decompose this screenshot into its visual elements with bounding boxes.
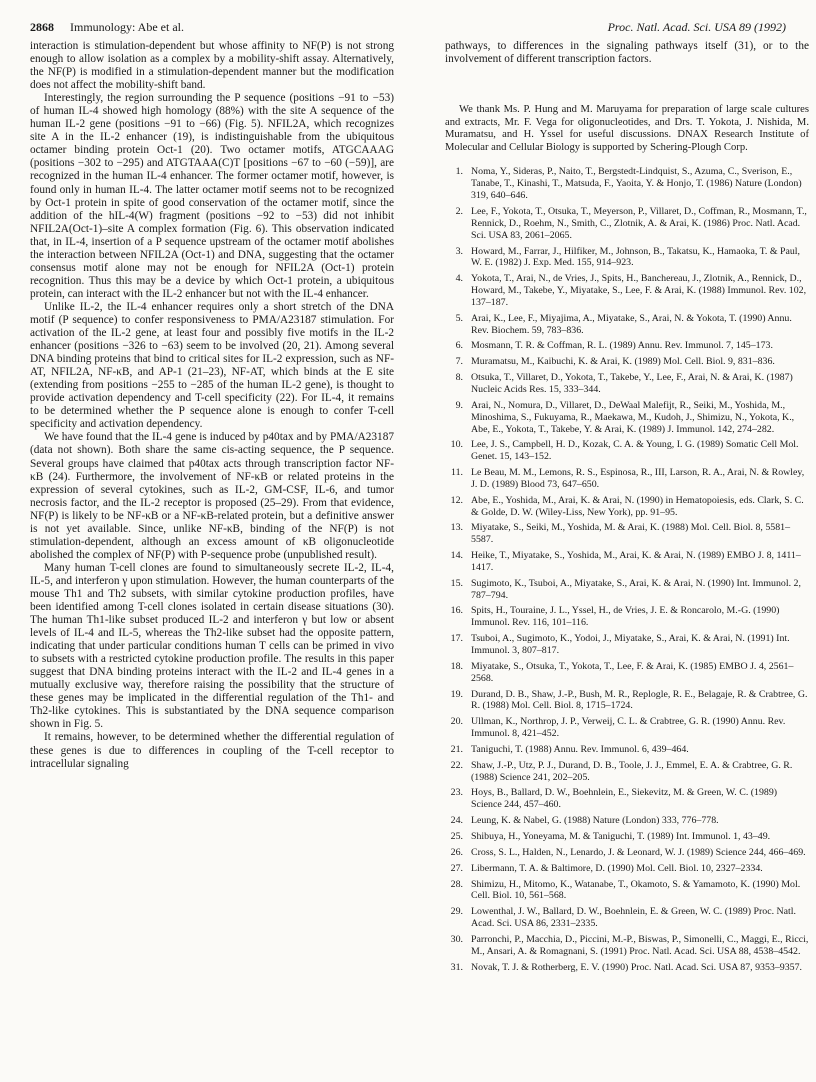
reference-number: 17. — [450, 633, 463, 645]
reference-text: Heike, T., Miyatake, S., Yoshida, M., Arai, K. & Arai, N. (1989) EMBO J. 8, 1411–1417. — [471, 550, 801, 573]
reference-number: 24. — [450, 815, 463, 827]
reference-number: 23. — [450, 787, 463, 799]
reference-item — [445, 372, 809, 396]
reference-text: Otsuka, T., Villaret, D., Yokota, T., Takebe, Y., Lee, F., Arai, N. & Arai, K. (1987) Nucleic Acids Res. 15, 333–344. — [471, 372, 793, 395]
reference-item — [445, 879, 809, 903]
reference-item — [445, 166, 809, 202]
reference-number: 7. — [455, 356, 463, 368]
reference-text: Miyatake, S., Otsuka, T., Yokota, T., Lee, F. & Arai, K. (1985) EMBO J. 4, 2561–2568. — [471, 660, 794, 684]
reference-item — [445, 522, 809, 546]
reference-text: Libermann, T. A. & Baltimore, D. (1990) Mol. Cell. Biol. 10, 2327–2334. — [471, 862, 763, 874]
reference-item — [445, 847, 809, 859]
reference-number: 26. — [450, 846, 463, 858]
reference-text: Lowenthal, J. W., Ballard, D. W., Boehnlein, E. & Green, W. C. (1989) Proc. Natl. Acad. Sci. USA 86, 2331–2335. — [471, 906, 797, 930]
body-paragraph: We have found that the IL-4 gene is induced by p40tax and by PMA/A23187 (data not shown). Both share the same cis-acting sequence, the P sequence. Several groups have claimed that p40tax acts through transcription factor NF-κB (24). Furthermore, the involvement of NF-κB or related proteins in the expression of several cytokines, such as IL-2, GM-CSF, IL-6, and tumor necrosis factor, and the IL-2 receptor is proposed (25–29). From that evidence, NF(P) is likely to be NF-κB or a NF-κB-related protein, but a definitive answer is not yet available. Since, unlike NF-κB, binding of the NF(P) is not stimulation-dependent, although an excess amount of κB oligonucleotide abolished the complex of NF(P) with P-sequence probe (unpublished result). — [30, 431, 394, 561]
reference-text: Yokota, T., Arai, N., de Vries, J., Spits, H., Banchereau, J., Zlotnik, A., Rennick, D., Howard, M., Takebe, Y., Miyatake, S., Lee, F. & Arai, K. (1988) Immunol. Rev. 102, 137–187. — [471, 273, 807, 308]
reference-list — [445, 166, 809, 973]
reference-item — [445, 863, 809, 875]
reference-number: 6. — [455, 340, 463, 352]
reference-text: Noma, Y., Sideras, P., Naito, T., Bergstedt-Lindquist, S., Azuma, C., Sverison, E., Tanabe, T., Kinashi, T., Matsuda, F., Yaoita, Y. & Honjo, T. (1986) Nature (London) 319, 640–646. — [471, 166, 802, 202]
reference-item — [445, 550, 809, 574]
reference-number: 5. — [455, 312, 463, 324]
reference-item — [445, 439, 809, 463]
reference-text: Cross, S. L., Halden, N., Lenardo, J. & Leonard, W. J. (1989) Science 244, 466–469. — [471, 846, 806, 858]
reference-text: Parronchi, P., Macchia, D., Piccini, M.-P., Biswas, P., Simonelli, C., Maggi, E., Ricci, M., Ansari, A. & Romagnani, S. (1991) Proc. Natl. Acad. Sci. USA 88, 4538–4542. — [471, 933, 809, 957]
reference-text: Shimizu, H., Mitomo, K., Watanabe, T., Okamoto, S. & Yamamoto, K. (1990) Mol. Cell. Biol. 10, 561–568. — [471, 878, 801, 902]
reference-item — [445, 689, 809, 713]
reference-number: 28. — [450, 878, 463, 890]
reference-number: 15. — [450, 577, 463, 589]
reference-item — [445, 273, 809, 309]
reference-text: Mosmann, T. R. & Coffman, R. L. (1989) Annu. Rev. Immunol. 7, 145–173. — [471, 340, 773, 352]
reference-item — [445, 313, 809, 337]
reference-number: 30. — [450, 933, 463, 945]
reference-text: Miyatake, S., Seiki, M., Yoshida, M. & Arai, K. (1988) Mol. Cell. Biol. 8, 5581–5587. — [471, 522, 791, 546]
reference-number: 21. — [450, 743, 463, 755]
reference-item — [445, 716, 809, 740]
reference-number: 16. — [450, 605, 463, 617]
reference-number: 11. — [451, 467, 463, 479]
reference-text: Shaw, J.-P., Utz, P. J., Durand, D. B., Toole, J. J., Emmel, E. A. & Crabtree, G. R. (1988) Science 241, 202–205. — [471, 759, 793, 783]
reference-text: Taniguchi, T. (1988) Annu. Rev. Immunol. 6, 439–464. — [471, 743, 689, 755]
reference-number: 18. — [450, 660, 463, 672]
reference-item — [445, 760, 809, 784]
reference-number: 27. — [450, 862, 463, 874]
reference-number: 8. — [455, 372, 463, 384]
reference-item — [445, 605, 809, 629]
section-title: Immunology: Abe et al. — [70, 20, 184, 34]
reference-text: Abe, E., Yoshida, M., Arai, K. & Arai, N. (1990) in Hematopoiesis, eds. Clark, S. C. & Golde, D. W. (Wiley-Liss, New York), pp. 91–95. — [471, 494, 804, 518]
reference-item — [445, 578, 809, 602]
reference-text: Lee, J. S., Campbell, H. D., Kozak, C. A. & Young, I. G. (1989) Somatic Cell Mol. Genet. 15, 143–152. — [471, 439, 799, 463]
body-paragraph: Many human T-cell clones are found to simultaneously secrete IL-2, IL-4, IL-5, and interferon γ upon stimulation. However, the human counterparts of the mouse Th1 and Th2 subsets, with similar cytokine production profiles, have been identified among T-cell clones isolated in certain disease situations (30). The human Th1-like subset produced IL-2 and interferon γ but low or absent levels of IL-4 and IL-5, whereas the Th2-like subset had the opposite pattern, indicating that under particular conditions human T cells can be primed in vivo to subsets with a restricted cytokine production profile. The results in this paper suggest that DNA binding proteins interact with the IL-2 and IL-4 genes in a mutually exclusive way, therefore raising the possibility that the structure of these genes may be implicated in the differential regulation of the Th1- and Th2-like cytokines. This is substantiated by the DNA sequence comparison shown in Fig. 5. — [30, 561, 394, 731]
reference-item — [445, 495, 809, 519]
reference-number: 4. — [455, 273, 463, 285]
body-paragraph-continued: pathways, to differences in the signaling pathways itself (31), or to the involvement of different transcription factors. — [445, 40, 809, 66]
reference-item — [445, 831, 809, 843]
acknowledgment: We thank Ms. P. Hung and M. Maruyama for preparation of large scale cultures and extracts, Mr. F. Vega for oligonucleotides, and Drs. T. Yokota, J. Nishida, M. Muramatsu, and H. Yssel for useful discussions. DNAX Research Institute of Molecular and Cellular Biology is supported by Schering-Plough Corp. — [445, 104, 809, 153]
right-column — [445, 40, 809, 977]
reference-number: 3. — [455, 245, 463, 257]
reference-text: Lee, F., Yokota, T., Otsuka, T., Meyerson, P., Villaret, D., Coffman, R., Mosmann, T., Rennick, D., Roehm, N., Smith, C., Zlotnik, A. & Arai, K. (1986) Proc. Natl. Acad. Sci. USA 83, 2061–2065. — [471, 206, 807, 241]
reference-item — [445, 661, 809, 685]
reference-text: Durand, D. B., Shaw, J.-P., Bush, M. R., Replogle, R. E., Belagaje, R. & Crabtree, G. R. (1988) Mol. Cell. Biol. 8, 1715–1724. — [471, 688, 808, 712]
reference-item — [445, 787, 809, 811]
reference-item — [445, 815, 809, 827]
reference-item — [445, 962, 809, 974]
reference-text: Ullman, K., Northrop, J. P., Verweij, C. L. & Crabtree, G. R. (1990) Annu. Rev. Immunol. 8, 421–452. — [471, 716, 786, 740]
body-paragraph: Interestingly, the region surrounding the P sequence (positions −91 to −53) of human IL-4 showed high homology (88%) with the site A sequence of the human IL-2 gene (positions −91 to −66) (Fig. 5). NFIL2A, which recognizes site A in the IL-2 enhancer (19), is indistinguishable from the ubiquitous octamer binding protein Oct-1 (20). Two octamer motifs, ATGCAAAG (positions −302 to −295) and ATGTAAA(C)T [positions −67 to −60 (−59)], are recognized in the human IL-4 enhancer. The former octamer motif, however, is found only in human IL-4. The latter octamer motif seems not to be recognized by Oct-1 protein in spite of good conservation of the octamer motif, since the addition of the hIL-4(W) fragment (positions −92 to −53) did not inhibit NFIL2A(Oct-1)–site A complex formation (Fig. 6). This observation indicated that, in IL-4, insertion of a P sequence upstream of the octamer motif abolishes the interaction between NFIL2A (Oct-1) and DNA, suggesting that the octamer consensus motif alone may not be enough for NFIL2A (Oct-1) protein recognition. Thus this may be a device by which Oct-1 protein, a ubiquitous protein, can interact with the IL-2 enhancer but not with the IL-4 enhancer. — [30, 92, 394, 300]
reference-number: 9. — [455, 399, 463, 411]
reference-number: 1. — [455, 166, 463, 178]
reference-number: 13. — [450, 522, 463, 534]
reference-text: Le Beau, M. M., Lemons, R. S., Espinosa, R., III, Larson, R. A., Arai, N. & Rowley, J. D. (1989) Blood 73, 647–650. — [471, 467, 805, 490]
reference-text: Arai, K., Lee, F., Miyajima, A., Miyatake, S., Arai, N. & Yokota, T. (1990) Annu. Rev. Biochem. 59, 783–836. — [471, 312, 792, 336]
reference-text: Tsuboi, A., Sugimoto, K., Yodoi, J., Miyatake, S., Arai, K. & Arai, N. (1991) Int. Immunol. 3, 807–817. — [471, 633, 790, 656]
reference-item — [445, 906, 809, 930]
page-number: 2868 — [30, 20, 54, 34]
reference-item — [445, 206, 809, 242]
reference-text: Novak, T. J. & Rotherberg, E. V. (1990) Proc. Natl. Acad. Sci. USA 87, 9353–9357. — [471, 961, 802, 973]
body-paragraph: interaction is stimulation-dependent but whose affinity to NF(P) is not strong enough to allow isolation as a complex by a mobility-shift assay. Alternatively, the NF(P) is modified in a stimulation-dependent manner but the modification does not affect the mobility-shift band. — [30, 40, 394, 92]
body-paragraph: It remains, however, to be determined whether the differential regulation of these genes is due to differences in coupling of the T-cell receptor to intracellular signaling — [30, 731, 394, 770]
body-paragraph: Unlike IL-2, the IL-4 enhancer requires only a short stretch of the DNA motif (P sequence) to confer responsiveness to PMA/A23187 stimulation. For activation of the IL-2 gene, at least four and possibly five motifs in the IL-2 enhancer (positions −326 to −63) seem to be involved (20, 21). Among several DNA binding proteins that bind to critical sites for IL-2 expression, such as NF-AT, NFIL2A, NF-κB, and AP-1 (21–23), NF-AT, which binds at the E site (extending from positions −255 to −285 of the human IL-2 gene), is thought to provide activation dependency and T-cell specificity (22). For IL-4, it remains to be determined whether the P sequence alone is enough to confer T-cell specificity and activation dependency. — [30, 300, 394, 431]
reference-number: 19. — [450, 688, 463, 700]
reference-text: Hoys, B., Ballard, D. W., Boehnlein, E., Siekevitz, M. & Green, W. C. (1989) Science 244, 457–460. — [471, 787, 778, 811]
reference-number: 22. — [450, 759, 463, 771]
reference-number: 10. — [450, 439, 463, 451]
reference-item — [445, 467, 809, 491]
reference-number: 14. — [450, 550, 463, 562]
reference-number: 25. — [450, 830, 463, 842]
reference-item — [445, 356, 809, 368]
reference-number: 2. — [455, 206, 463, 217]
reference-text: Howard, M., Farrar, J., Hilfiker, M., Johnson, B., Takatsu, K., Hamaoka, T. & Paul, W. E. (1982) J. Exp. Med. 155, 914–923. — [471, 245, 801, 269]
reference-text: Shibuya, H., Yoneyama, M. & Taniguchi, T. (1989) Int. Immunol. 1, 43–49. — [471, 830, 771, 842]
reference-number: 20. — [450, 716, 463, 728]
journal-citation: Proc. Natl. Acad. Sci. USA 89 (1992) — [607, 20, 786, 34]
reference-text: Leung, K. & Nabel, G. (1988) Nature (London) 333, 776–778. — [471, 815, 719, 827]
reference-item — [445, 633, 809, 657]
reference-number: 31. — [450, 961, 463, 973]
reference-item — [445, 340, 809, 352]
reference-item — [445, 246, 809, 270]
reference-text: Muramatsu, M., Kaibuchi, K. & Arai, K. (1989) Mol. Cell. Biol. 9, 831–836. — [471, 356, 775, 368]
reference-number: 12. — [450, 494, 463, 506]
reference-text: Spits, H., Touraine, J. L., Yssel, H., de Vries, J. E. & Roncarolo, M.-G. (1990) Immunol. Rev. 116, 101–116. — [471, 605, 780, 629]
reference-number: 29. — [450, 906, 463, 918]
reference-text: Arai, N., Nomura, D., Villaret, D., DeWaal Malefijt, R., Seiki, M., Yoshida, M., Minoshima, S., Fukuyama, R., Maekawa, M., Kudoh, J., Shimizu, N., Yokota, K., Abe, E., Yokota, T., Takebe, Y. & Arai, K. (1989) J. Immunol. 142, 274–282. — [471, 399, 795, 435]
page-header — [30, 18, 786, 40]
reference-item — [445, 400, 809, 436]
reference-text: Sugimoto, K., Tsuboi, A., Miyatake, S., Arai, K. & Arai, N. (1990) Int. Immunol. 2, 787–794. — [471, 577, 801, 601]
reference-item — [445, 744, 809, 756]
reference-item — [445, 934, 809, 958]
left-column — [30, 40, 394, 771]
